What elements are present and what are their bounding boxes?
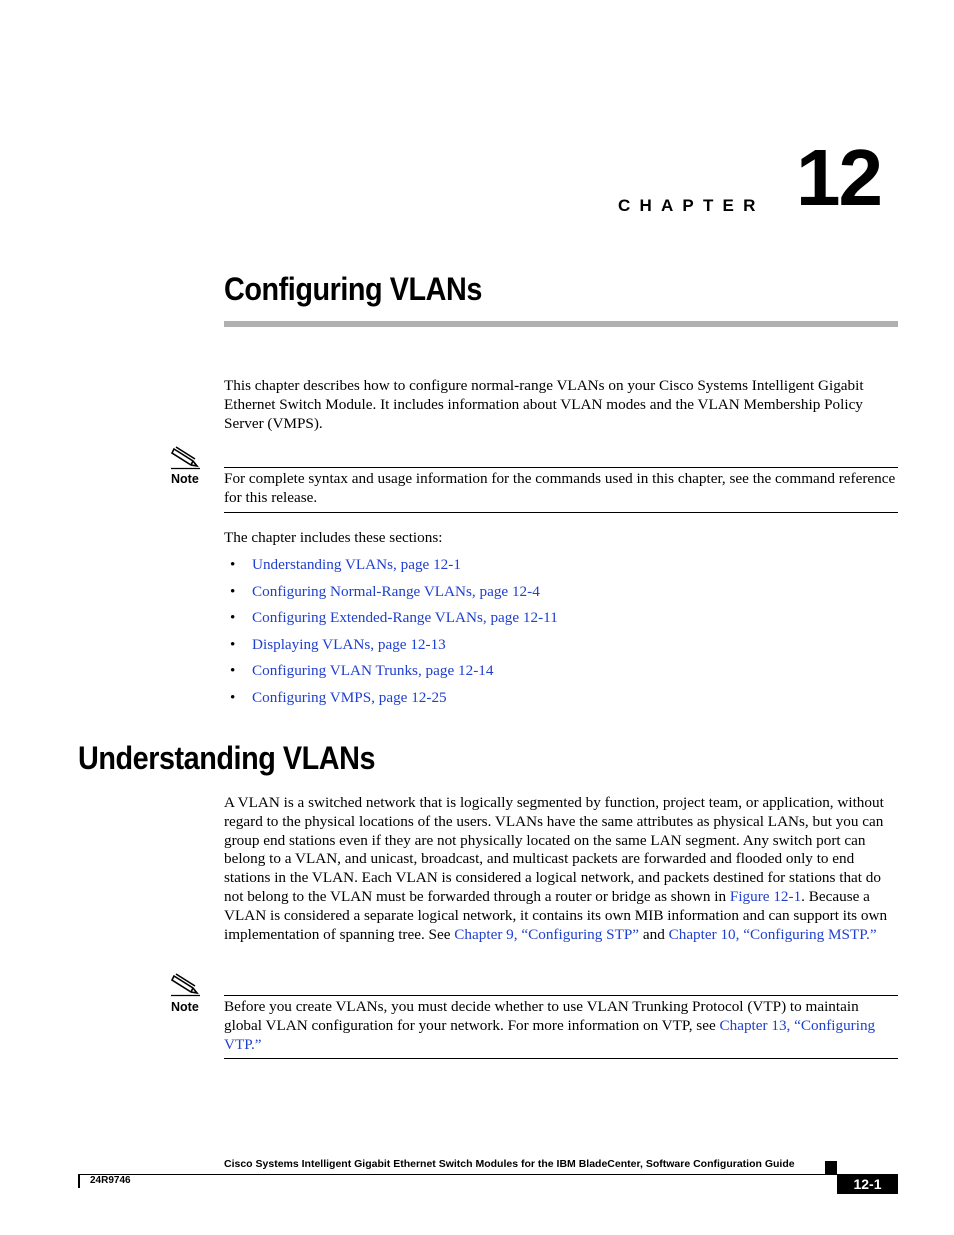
note-label: Note bbox=[171, 472, 199, 486]
note-text: For complete syntax and usage information for the commands used in this chapter, see the command reference for this release. bbox=[224, 470, 896, 506]
toc-item bbox=[230, 688, 558, 715]
chapter-number: 12 bbox=[796, 133, 881, 222]
pencil-note-icon bbox=[171, 973, 201, 997]
chapter-10-mstp-link[interactable]: Chapter 10, “Configuring MSTP.” bbox=[668, 925, 877, 943]
chapter-9-stp-link[interactable]: Chapter 9, “Configuring STP” bbox=[454, 925, 640, 943]
toc-link-extended-range-vlans[interactable]: Configuring Extended-Range VLANs, page 12-11 bbox=[252, 609, 558, 626]
note-top-rule bbox=[224, 467, 898, 468]
bullet: • bbox=[230, 688, 236, 706]
toc-list bbox=[230, 555, 558, 714]
toc-item bbox=[230, 582, 558, 609]
toc-item bbox=[230, 635, 558, 662]
understanding-text-c: and bbox=[639, 925, 669, 943]
understanding-text-a: A VLAN is a switched network that is logically segmented by function, project team, or application, without regard to the physical locations of the users. VLANs have the same attributes as physical LANs, but you can group end stations even if they are not physically located on the same LAN segment. Any switch port can belong to a VLAN, and unicast, broadcast, and multicast packets are forwarded and flooded only to end stations in the VLAN. Each VLAN is considered a logical network, and packets destined for stations that do not belong to the VLAN must be forwarded through a router or bridge as shown in bbox=[224, 794, 884, 905]
note-text bbox=[224, 998, 898, 1054]
toc-link-vlan-trunks[interactable]: Configuring VLAN Trunks, page 12-14 bbox=[252, 662, 494, 679]
page-title: Configuring VLANs bbox=[224, 271, 482, 307]
understanding-text-b: . Because a VLAN is considered a separate logical network, it contains its own MIB information and can support its own implementation of spanning tree. See bbox=[224, 887, 888, 943]
toc-item bbox=[230, 608, 558, 635]
intro-paragraph: This chapter describes how to configure normal-range VLANs on your Cisco Systems Intelligent Gigabit Ethernet Switch Module. It includes information about VLAN modes and the VLAN Membership Policy Server (VMPS). bbox=[224, 377, 864, 432]
footer-tick bbox=[78, 1174, 80, 1188]
bullet: • bbox=[230, 582, 236, 600]
pencil-note-icon bbox=[171, 446, 201, 470]
note-label: Note bbox=[171, 1000, 199, 1014]
toc-item bbox=[230, 661, 558, 688]
note-top-rule bbox=[224, 995, 898, 996]
chapter-label: CHAPTER bbox=[618, 196, 765, 215]
figure-12-1-link[interactable]: Figure 12-1 bbox=[729, 887, 802, 905]
toc-item bbox=[230, 555, 558, 582]
bullet: • bbox=[230, 556, 236, 573]
chapter-13-vtp-link[interactable]: Chapter 13, “Configuring VTP.” bbox=[224, 1016, 876, 1053]
title-rule bbox=[224, 321, 898, 327]
toc-link-understanding-vlans[interactable]: Understanding VLANs, page 12-1 bbox=[252, 556, 461, 573]
footer-doc-number: 24R9746 bbox=[90, 1175, 131, 1186]
section-heading: Understanding VLANs bbox=[78, 740, 376, 776]
page-number: 12-1 bbox=[853, 1176, 882, 1192]
sections-intro: The chapter includes these sections: bbox=[224, 529, 443, 546]
toc-link-displaying-vlans[interactable]: Displaying VLANs, page 12-13 bbox=[252, 635, 446, 653]
understanding-paragraph bbox=[224, 794, 898, 944]
footer-book-title: Cisco Systems Intelligent Gigabit Ethernet Switch Modules for the IBM BladeCenter, Software Configuration Guide bbox=[224, 1158, 795, 1170]
toc-link-normal-range-vlans[interactable]: Configuring Normal-Range VLANs, page 12-4 bbox=[252, 582, 540, 600]
bullet: • bbox=[230, 635, 236, 653]
footer-page-tab bbox=[825, 1161, 837, 1175]
note-bottom-rule bbox=[224, 1058, 898, 1059]
bullet: • bbox=[230, 609, 236, 626]
footer-rule bbox=[78, 1174, 898, 1175]
note-bottom-rule bbox=[224, 512, 898, 513]
note2-text-a: Before you create VLANs, you must decide whether to use VLAN Trunking Protocol (VTP) to maintain global VLAN configuration for your network. For more information on VTP, see bbox=[224, 998, 859, 1034]
bullet: • bbox=[230, 662, 236, 679]
toc-link-vmps[interactable]: Configuring VMPS, page 12-25 bbox=[252, 688, 447, 706]
